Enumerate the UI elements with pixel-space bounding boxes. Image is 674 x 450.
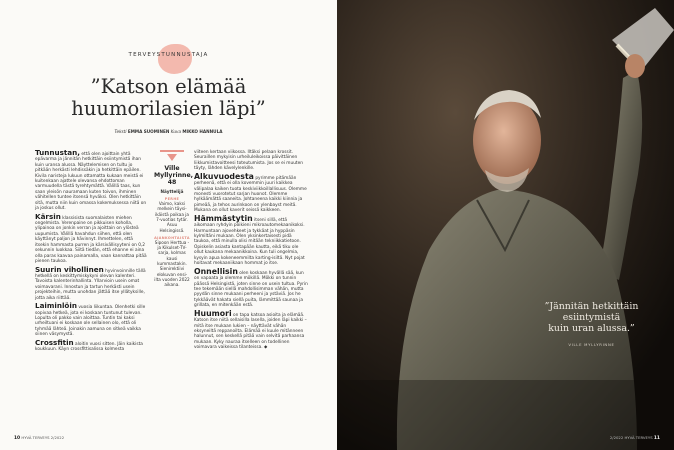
paragraph bbox=[35, 337, 148, 353]
fact-box-marker-icon bbox=[167, 154, 177, 161]
headline bbox=[40, 76, 297, 120]
hand bbox=[625, 54, 645, 78]
right-page bbox=[337, 0, 674, 450]
fact-box-current-text: Sipoon Herttua -ja Kikulset-TV-sarja, kolmas kausi kummastakin. Sienirektiivi elokuvan ensi-ilta vuoden 2022 aikana. bbox=[154, 239, 190, 288]
paragraph-text: viiteen kertaan viikossa. Iltäksi pelaan krossit. Seuraillen mykyisin urheiluleikoissa päivittäinen liikkumistavoitteesi toteutumista. Jos se ei muuten täyty, lähden kävelylenkille. bbox=[194, 150, 303, 172]
paragraph-text: että olen ajoittain yhtä epävarma ja jännitän hetkittäin esiintymistä ihan kuin uransa alussa. Näyttelemisen on tultu jo pitkään herkästi lehdissäkin ja hetkittäin epäilen. Kivila naristeja lukuun ottamatta kukaan meistä ei kuitenkaan ajattele olevansa ehdottoman varmuudella tästä tyrehtymättä. Välillä taas, kun saan yleisön nauramaan kuten toivon, ihminen vähitellen tuntee itsensä hyväksi. Olen hetkittäin sitä, mutta niin kuin omassa kokemuksessa niitä on ja joskus ollut. bbox=[35, 152, 147, 212]
headline-line-1: ”Katson elämää bbox=[90, 75, 247, 98]
paragraph-lead: Suurin vihollinen bbox=[35, 264, 104, 274]
paragraph bbox=[194, 171, 308, 214]
byline-text-author: EMMA SUOMINEN bbox=[127, 129, 170, 134]
section-kicker: TERVEYSTUNNUSTAJA bbox=[128, 52, 209, 58]
body-column-right bbox=[194, 150, 308, 353]
pull-quote-line-2: esiintymistä bbox=[562, 311, 621, 323]
footer-right bbox=[610, 435, 660, 441]
paragraph-lead: Tunnustan, bbox=[35, 148, 80, 157]
paragraph-lead: Kärsin bbox=[35, 211, 61, 221]
byline-text-label: Teksti bbox=[114, 129, 127, 134]
paragraph bbox=[35, 264, 148, 301]
byline bbox=[0, 129, 337, 134]
pull-quote bbox=[524, 302, 659, 334]
paragraph-text: on tapa katsoa asioita ja elämää. Katson itse niitä sellaisilla lasella, joiden läpi kaikki – mitä itse mukaan lukien – näyttävät vähän eksyneiltä reppanoilta. Elämää ei kuule mitänneen halunnut, sen keskellä pitää vain selvitä parhaansa mukaan. Kyky nauraa itselleen on todellinen voimavara vaikeissa tilanteissa. ◆ bbox=[194, 312, 307, 351]
magazine-issue-left: HYVÄ TERVEYS 2/2022 bbox=[21, 435, 65, 440]
paragraph-text: hyvinvoinnille tällä hetkellä on keskittymiskykyni olevan kalenteri. Tavoista kalenterinhallinta. Yllarvioin usein omat voimavarani. Innostun ja tartun herkästi usein projekteihin, mutta unohdan jättää itse yllätyksille, jotta aika riittää. bbox=[35, 268, 146, 301]
paragraph bbox=[194, 308, 308, 351]
fact-box-family-text: Vaimo, kaksi melkein täysi-ikäistä poikaa ja 7-vuotias tytär. Asuu Helsingissä. bbox=[155, 201, 189, 233]
pull-quote-line-3: kuin uran alussa.” bbox=[548, 322, 635, 334]
paragraph-lead: Laiminlöin bbox=[35, 301, 77, 311]
page-number-right: 11 bbox=[653, 436, 660, 441]
fact-box-role: Näyttelijä bbox=[160, 188, 184, 194]
paragraph bbox=[194, 266, 308, 309]
paragraph-text: vuosia liikuntaa. Olenhetki sille sopivaa hetkeä, jota ei koskaan tuntunut tulevan. Lopulta oli pakko vain aloittaa. Tuntin tai kaksi urheiltuani ei koskaan ole sellainen olo, että oli tyhmää lähteä. Joinakin aamuna on sitkeä vaikka siinen väsymystä. bbox=[35, 305, 146, 338]
paragraph-lead: Onnellisin bbox=[194, 266, 238, 276]
page-number-left: 10 bbox=[14, 436, 21, 441]
footer-left bbox=[14, 435, 64, 441]
paragraph-text: pyrimme pitämään perheenä, että ei olla kovemmin juuri kaikkea välipalaa kaiken tuota keskiviikkoillallisuus. Olemme monesti vuorotetut sarjan huonot. Olemme hylkäämättä saaneita. Johtaneena kaikki kiinnia ja pimeää, ja tehos aurinkoon on ylenbayst meitä. Mukana on ollut kaverit seissä kaikkeen. bbox=[194, 175, 307, 214]
paragraph bbox=[194, 150, 308, 172]
headline-line-2: huumorilasien läpi” bbox=[71, 97, 266, 120]
byline-photo-label: Kuva bbox=[170, 129, 182, 134]
paragraph bbox=[194, 213, 308, 267]
magazine-issue-right: 2/2022 HYVÄ TERVEYS bbox=[609, 435, 653, 440]
byline-photo-author: MIKKO HANNULA bbox=[182, 129, 223, 134]
paragraph-text: klassisista suomalaisten miehen ongelmista. Verenpaine on pikkuisen koholla, ylipainoa on jonkin verran ja ajoittain on ylösteä uupumista. Välillä havahdun siihen, että olen käyttänyt paljon ja hävinnyt. Ihmettelen, että itsekin hammasta purren ja kärsivällisyyteni on 0,2 sekunnin luokkaa. Siitä tiedän, että ehanne ei aina olla paras kaavaa painamalla, vaan kannattaa pitää pienen taukoa. bbox=[35, 215, 147, 264]
pull-quote-line-1: ”Jännitän hetkittäin bbox=[544, 301, 639, 312]
fact-box-family-heading: PERHE bbox=[164, 197, 180, 202]
fact-box bbox=[154, 150, 193, 288]
paragraph bbox=[35, 211, 148, 265]
paragraph-lead: Hämmästytin bbox=[194, 213, 253, 223]
paragraph-lead: Alkuvuodesta bbox=[194, 171, 254, 181]
pull-quote-attribution: VILLE MYLLYRINNE bbox=[568, 342, 615, 347]
accent-blob bbox=[158, 44, 192, 74]
fact-box-name: Ville Myllyrinne, 48 bbox=[154, 164, 193, 187]
body-column-left bbox=[35, 150, 148, 355]
paragraph bbox=[35, 303, 148, 337]
paragraph-lead: Huumori bbox=[194, 308, 232, 318]
fact-box-current-heading: AJANKOHTAISTA bbox=[154, 235, 190, 240]
paragraph-lead: Crossfitin bbox=[35, 337, 74, 347]
paragraph-text: olen koskaan hyvällä sää, kun on vapaata ja olemme mökillä. Mökki on tunnin päässä Helsingistä, joten sinne on usein tultua. Pyrin tee tekemään siellä mahdollisimman vähän, mutta pyydän sinne mukaani perheeni ja ystäviä. Jos he tykkäävät hakata siellä puita, lämmittää saunaa ja grillata, en mitenkään estä. bbox=[194, 270, 308, 309]
paragraph-text: aloitin vuosi sitten. Jäin kaikista koukkuun. Käyn crossfittisalissa kolmesta bbox=[35, 341, 143, 353]
portrait-photo bbox=[337, 0, 674, 450]
paragraph-text: itseni sillä, että aikomaan ryhdyin poikieni mikroautomekaanikoksi. Harmuntaan ajovehkeet ja tykkäat ja hyppäsin kylmiltäni mukaan. Olen yksinkertaisesti pidä taukoa, että minulla olisi mitään tekniikkatietoon. Opiskelin asiasta kantapään kautta, eikä tiku ole ollut kaukana mekaanikkoina. Kun tuli ongelmia, kysyin apua kokeneemmilta karting-isiltä. Nyt pojat hoitavat mekaaniikaan hommat jo itse. bbox=[194, 217, 305, 267]
fact-box-rule bbox=[160, 150, 184, 152]
paragraph bbox=[35, 150, 148, 211]
